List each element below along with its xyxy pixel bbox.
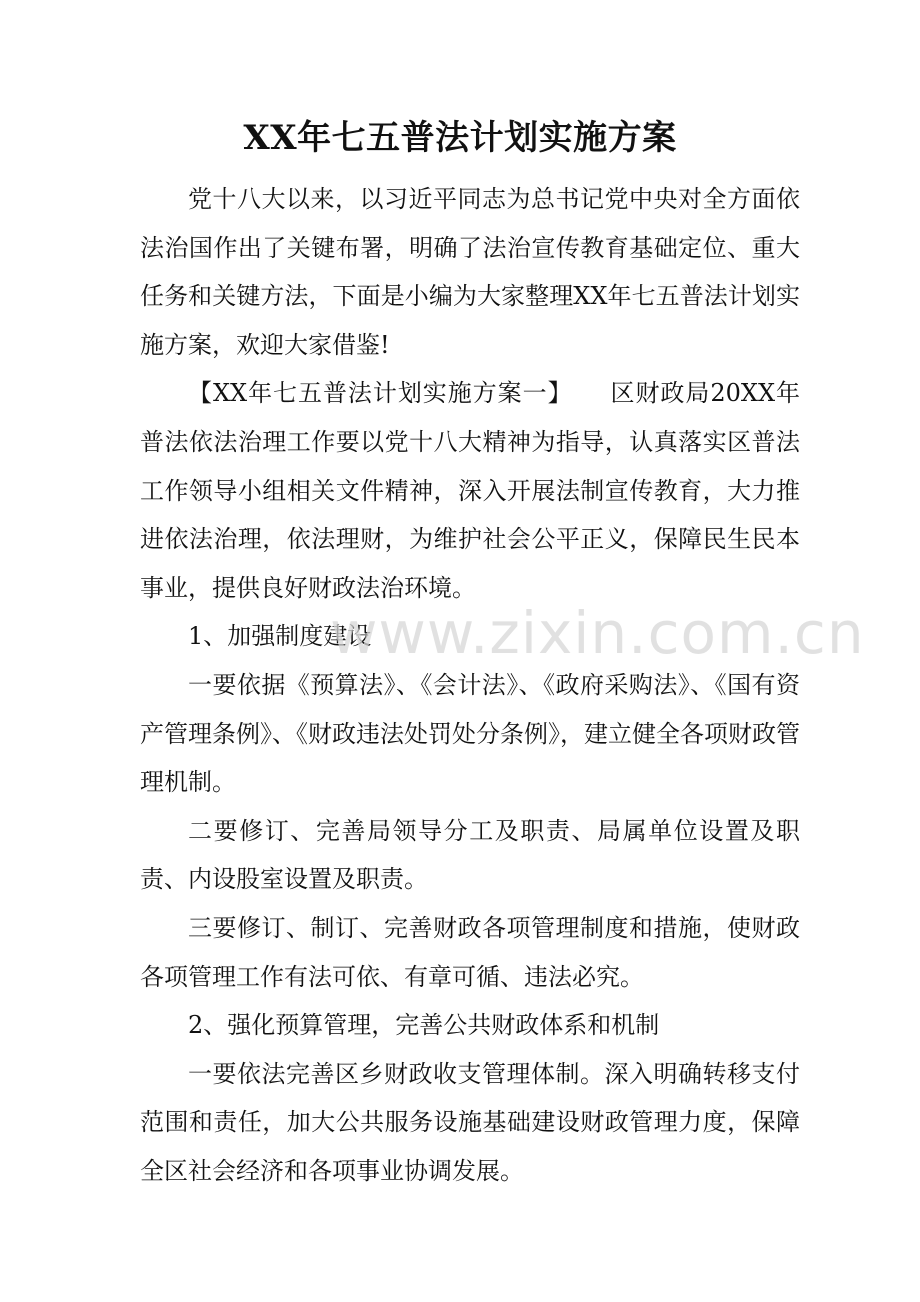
watermark: www.zixin.com.cn (330, 599, 865, 667)
paragraph-intro: 党十八大以来，以习近平同志为总书记党中央对全方面依法治国作出了关键布署，明确了法治宣传教育基础定位、重大任务和关键方法，下面是小编为大家整理XX年七五普法计划实施方案，欢迎大家借鉴! (140, 185, 800, 359)
section-heading-1: 1、加强制度建设 (188, 622, 372, 651)
document-body (140, 175, 800, 1195)
paragraph-item-4: 一要依法完善区乡财政收支管理体制。深入明确转移支付范围和责任，加大公共服务设施基础建设财政管理力度，保障全区社会经济和各项事业协调发展。 (140, 1059, 800, 1185)
section-heading-2: 2、强化预算管理，完善公共财政体系和机制 (188, 1011, 660, 1040)
document-title: XX年七五普法计划实施方案 (243, 118, 677, 158)
paragraph-item-3: 三要修订、制订、完善财政各项管理制度和措施，使财政各项管理工作有法可依、有章可循、违法必究。 (140, 913, 800, 991)
paragraph-item-1: 一要依据《预算法》、《会计法》、《政府采购法》、《国有资产管理条例》、《财政违法处罚处分条例》，建立健全各项财政管理机制。 (140, 670, 800, 797)
paragraph-item-2: 二要修订、完善局领导分工及职责、局属单位设置及职责、内设股室设置及职责。 (140, 816, 800, 894)
paragraph-plan-one: 【XX年七五普法计划实施方案一】 区财政局20XX年普法依法治理工作要以党十八大精神为指导，认真落实区普法工作领导小组相关文件精神，深入开展法制宣传教育，大力推进依法治理，依法理财，为维护社会公平正义，保障民生民本事业，提供良好财政法治环境。 (140, 379, 800, 602)
